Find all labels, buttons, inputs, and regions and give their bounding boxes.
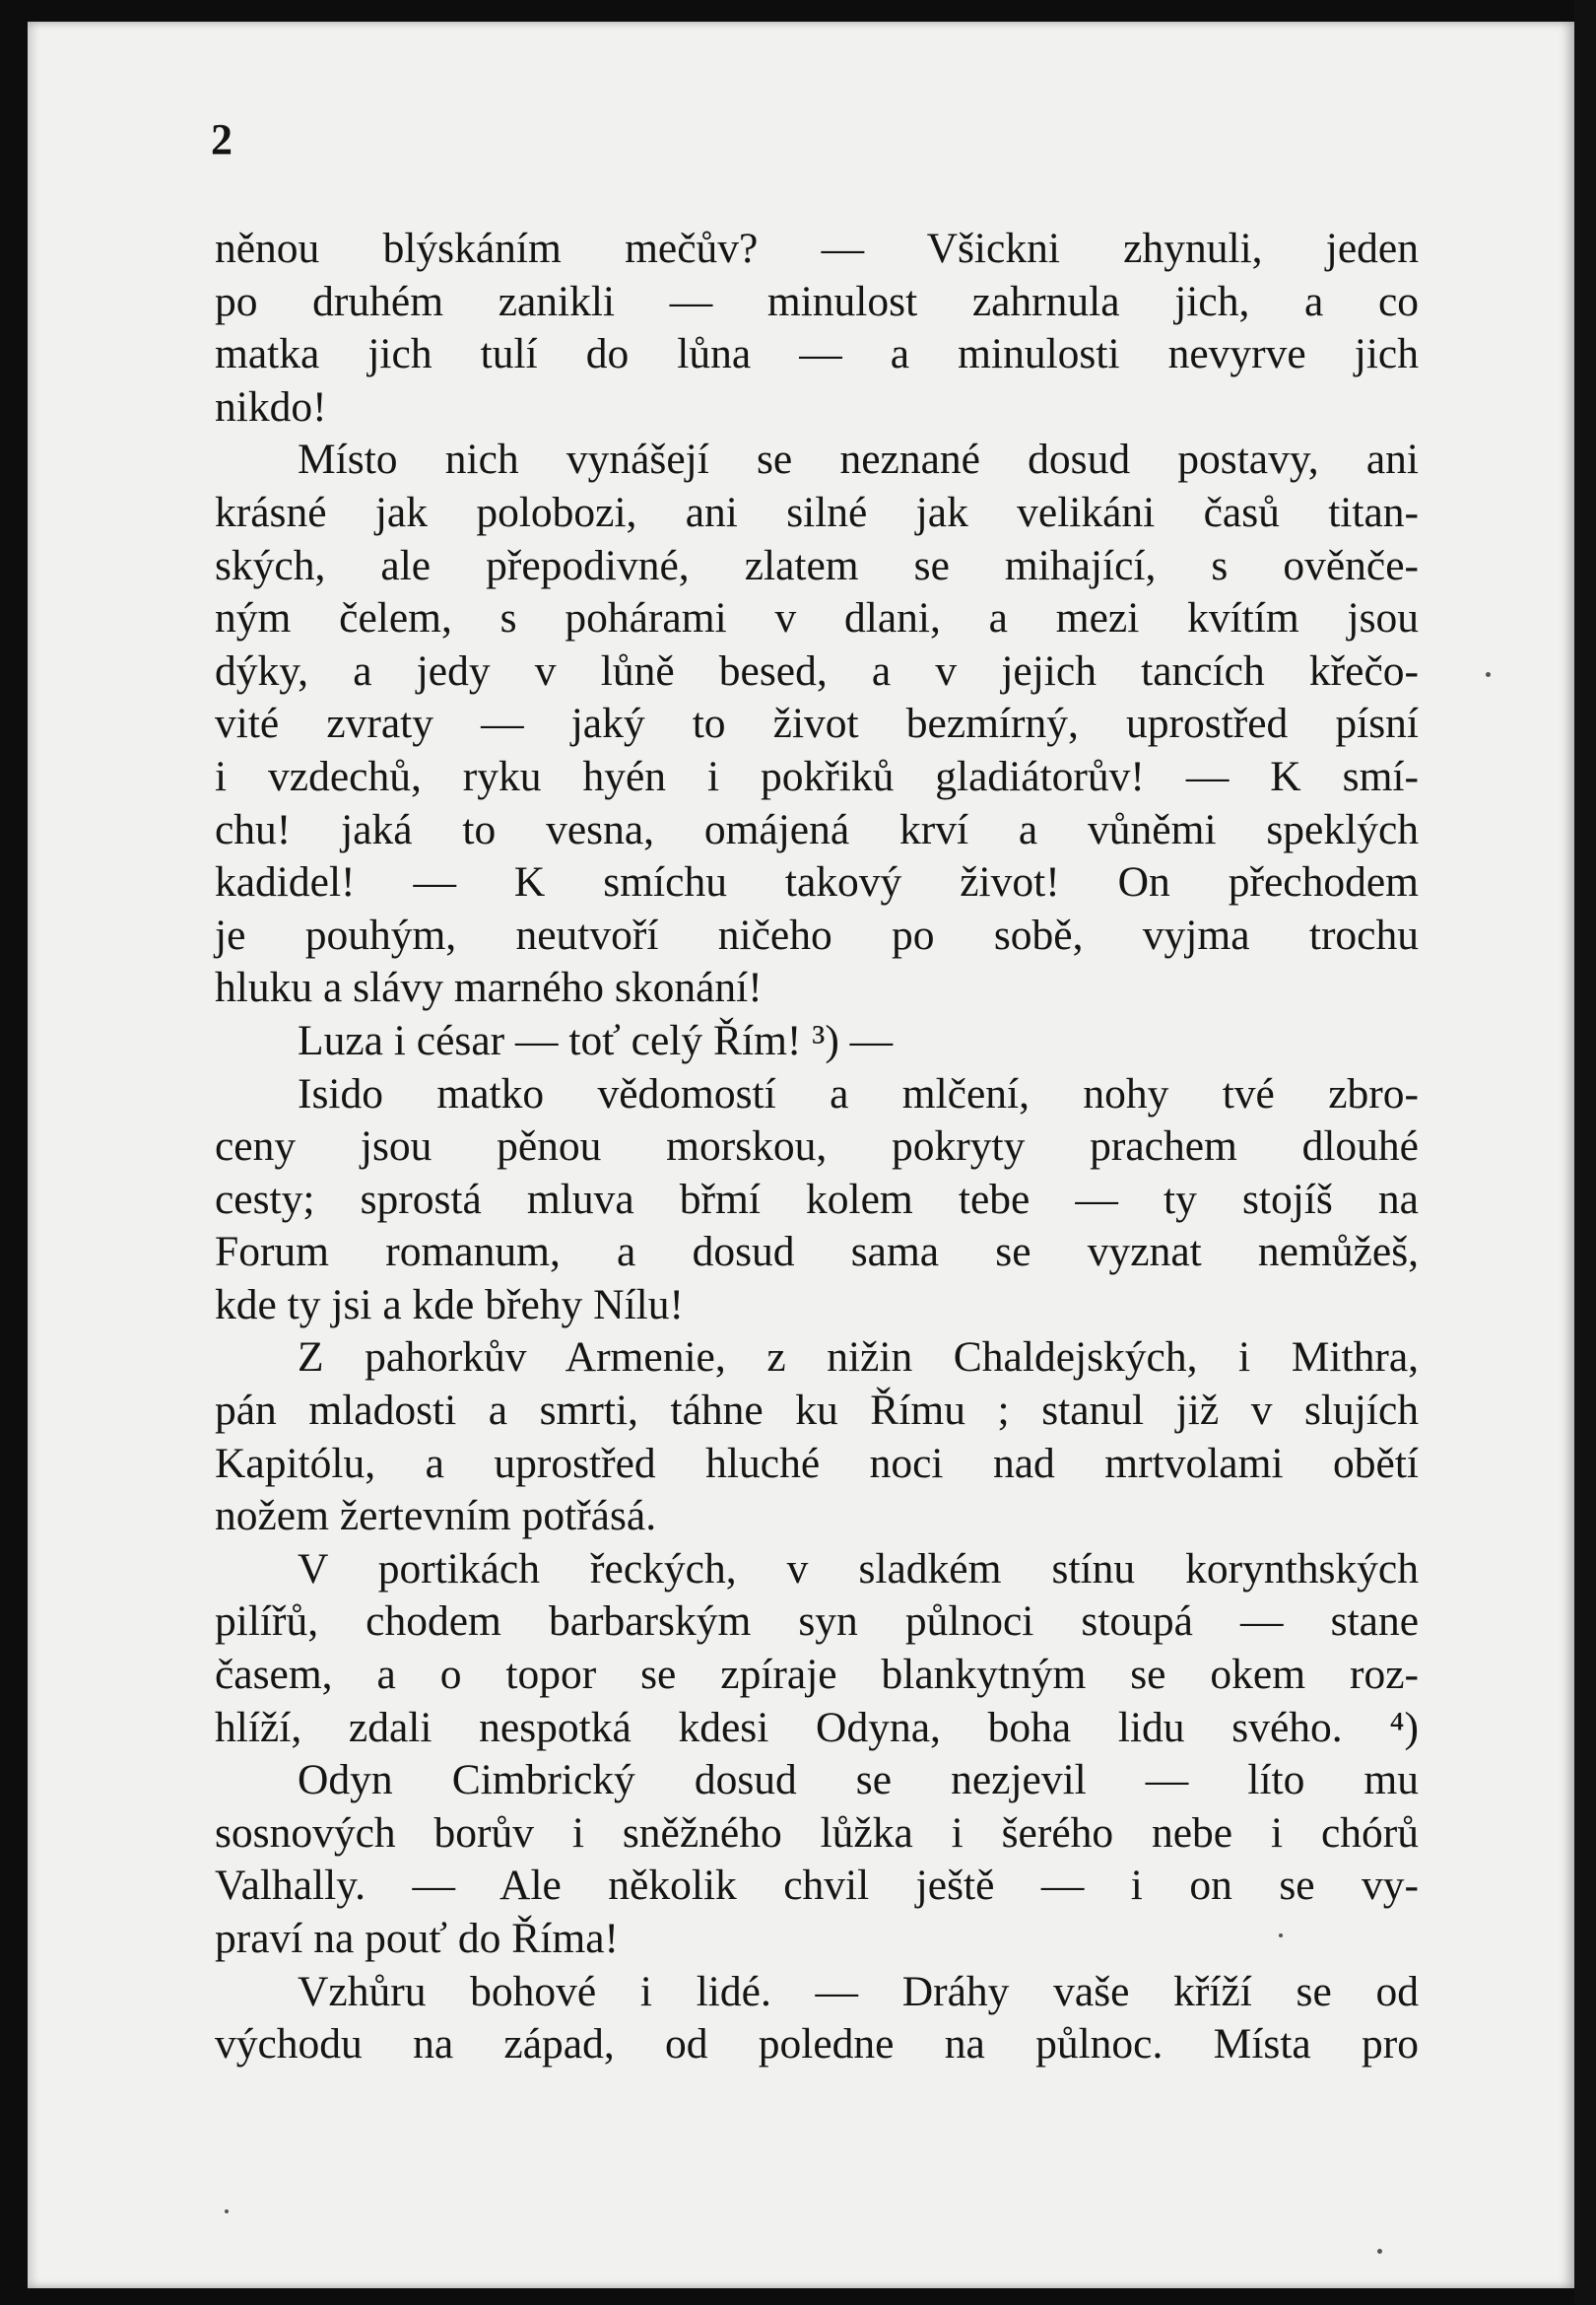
text-line: praví na pouť do Říma! xyxy=(215,1915,620,1962)
text-line: matka jich tulí do lůna — a minulosti nevyrve jich xyxy=(215,330,1419,378)
text-line: V portikách řeckých, v sladkém stínu korynthských xyxy=(298,1544,1419,1593)
text-line: Místo nich vynášejí se neznané dosud postavy, ani xyxy=(298,436,1419,484)
text-line: i vzdechů, ryku hyén i pokřiků gladiátorův! — K smí- xyxy=(215,752,1419,800)
text-line: Z pahorkův Armenie, z nižin Chaldejských, i Mithra, xyxy=(298,1333,1419,1382)
print-speck xyxy=(1377,2249,1382,2254)
text-line: krásné jak polobozi, ani silné jak velikáni časů titan- xyxy=(215,488,1419,536)
text-line: časem, a o topor se zpíraje blankytným se okem roz- xyxy=(215,1651,1419,1699)
print-speck xyxy=(1486,672,1491,677)
text-line: kadidel! — K smíchu takový život! On přechodem xyxy=(215,858,1419,907)
text-line: Kapitólu, a uprostřed hluché noci nad mrtvolami obětí xyxy=(215,1439,1419,1487)
text-line: kde ty jsi a kde břehy Nílu! xyxy=(215,1280,684,1328)
text-line: hlíží, zdali nespotká kdesi Odyna, boha lidu svého. ⁴) xyxy=(215,1703,1419,1751)
body-text xyxy=(215,223,1419,2071)
text-line: ských, ale přepodivné, zlatem se mihající, s ověnče- xyxy=(215,541,1419,589)
text-line: Forum romanum, a dosud sama se vyznat nemůžeš, xyxy=(215,1228,1419,1276)
text-line: pán mladosti a smrti, táhne ku Římu ; stanul již v slujích xyxy=(215,1387,1419,1435)
text-line: něnou blýskáním mečův? — Všickni zhynuli, jeden xyxy=(215,225,1419,272)
text-line: ceny jsou pěnou morskou, pokryty prachem dlouhé xyxy=(215,1122,1419,1171)
text-line: chu! jaká to vesna, omájená krví a vůněmi speklých xyxy=(215,805,1419,853)
text-line: pilířů, chodem barbarským syn půlnoci stoupá — stane xyxy=(215,1597,1419,1646)
text-line: nikdo! xyxy=(215,382,327,431)
text-line: ným čelem, s pohárami v dlani, a mezi kvítím jsou xyxy=(215,594,1419,643)
page-binding-edge xyxy=(1574,0,1596,2305)
text-line: sosnových borův i sněžného lůžka i šerého nebe i chórů xyxy=(215,1808,1419,1857)
text-line: je pouhým, neutvoří ničeho po sobě, vyjma trochu xyxy=(215,911,1419,959)
text-line: vité zvraty — jaký to život bezmírný, uprostřed písní xyxy=(215,700,1419,748)
text-line: Odyn Cimbrický dosud se nezjevil — líto mu xyxy=(298,1756,1419,1804)
print-speck xyxy=(225,2209,229,2213)
text-line: Valhally. — Ale několik chvil ještě — i on se vy- xyxy=(215,1862,1419,1910)
text-line: hluku a slávy marného skonání! xyxy=(215,964,763,1012)
text-line: cesty; sprostá mluva břmí kolem tebe — ty stojíš na xyxy=(215,1175,1419,1223)
text-line: nožem žertevním potřásá. xyxy=(215,1492,657,1540)
text-line: dýky, a jedy v lůně besed, a v jejich tancích křečo- xyxy=(215,646,1419,695)
text-line: Isido matko vědomostí a mlčení, nohy tvé zbro- xyxy=(298,1069,1419,1118)
page-number: 2 xyxy=(211,115,233,164)
text-line: východu na západ, od poledne na půlnoc. Místa pro xyxy=(215,2020,1419,2068)
text-line: Vzhůru bohové i lidé. — Dráhy vaše kříží se od xyxy=(298,1967,1419,2015)
text-line: Luza i césar — toť celý Řím! ³) — xyxy=(298,1016,894,1064)
text-line: po druhém zanikli — minulost zahrnula jich, a co xyxy=(215,277,1419,325)
